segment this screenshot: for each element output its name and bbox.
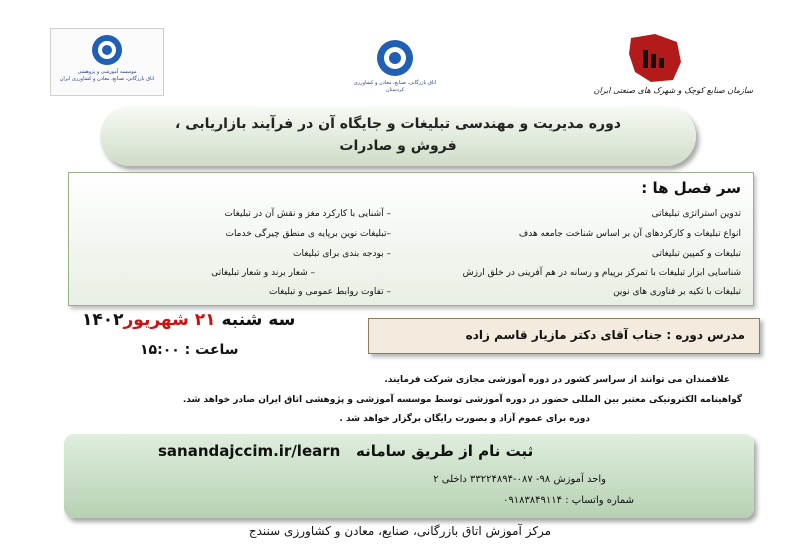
registration-box <box>64 434 754 518</box>
chamber-logo <box>340 38 450 98</box>
syllabus-item: – تفاوت روابط عمومی و تبلیغات <box>268 287 391 297</box>
training-phone: واحد آموزش ۹۸- ۰۸۷-۳۳۲۲۴۸۹۴ داخلی ۲ <box>433 474 606 485</box>
chamber-emblem-icon <box>366 38 424 78</box>
institute-logo <box>50 28 164 96</box>
instructor-label: مدرس دوره : جناب آقای دکتر مازیار قاسم زاده <box>465 328 745 342</box>
course-title-line-1: دوره مدیریت و مهندسی تبلیغات و جایگاه آن در فرآیند بازاریابی ، <box>175 116 621 132</box>
industries-logo <box>593 32 755 102</box>
instructor-box <box>368 318 760 354</box>
syllabus-item: – بودجه بندی برای تبلیغات <box>293 249 391 259</box>
chamber-logo-text: اتاق بازرگانی، صنایع، معادن و کشاورزی کردستان <box>353 80 437 93</box>
syllabus-item: تدوین استراتژی تبلیغاتی <box>651 209 741 219</box>
syllabus-item: – شعار برند و شعار تبلیغاتی <box>211 268 315 278</box>
syllabus-item: – آشنایی با کارکرد مغز و نقش آن در تبلیغات <box>224 209 391 219</box>
whatsapp-number: شماره واتساپ : ۰۹۱۸۳۸۴۹۱۱۴ <box>502 495 634 506</box>
industries-logo-text: سازمان صنایع کوچک و شهرک های صنعتی ایران <box>593 86 753 95</box>
syllabus-item: تبلیغات و کمپین تبلیغاتی <box>651 249 741 259</box>
syllabus-item: انواع تبلیغات و کارکردهای آن بر اساس شناخت جامعه هدف <box>518 229 741 239</box>
registration-url-link[interactable]: sanandajccim.ir/learn <box>158 442 341 460</box>
note-line: علاقمندان می توانند از سراسر کشور در دوره آموزشی مجازی شرکت فرمایند. <box>384 375 730 385</box>
note-line: دوره برای عموم آزاد و بصورت رایگان برگزار خواهد شد . <box>339 414 590 424</box>
registration-line <box>158 442 533 460</box>
syllabus-item: تبلیغات با تکیه بر فناوری های نوین <box>613 287 741 297</box>
date-weekday: سه شنبه <box>215 310 296 330</box>
iran-map-factory-icon <box>625 32 685 84</box>
course-time: ساعت : ۱۵:۰۰ <box>140 342 239 358</box>
course-title-banner <box>100 106 696 166</box>
syllabus-item: شناسایی ابزار تبلیغات با تمرکز برپیام و رسانه در هم آفرینی در خلق ارزش <box>462 268 741 278</box>
registration-label: ثبت نام از طریق سامانه <box>356 442 534 460</box>
date-year: ۱۴۰۲ <box>82 310 124 330</box>
syllabus-item: –تبلیغات نوین برپایه ی منطق چیرگی خدمات <box>225 229 391 239</box>
note-line: گواهینامه الکترونیکی معتبر بین المللی حضور در دوره آموزشی توسط موسسه آموزشی و پژوهشی اتاق ایران صادر خواهد شد. <box>182 395 742 405</box>
iccima-emblem-icon <box>86 33 128 67</box>
course-title-line-2: فروش و صادرات <box>339 138 457 154</box>
syllabus-heading: سر فصل ها : <box>641 179 741 197</box>
syllabus-panel <box>68 172 754 306</box>
footer-text: مرکز آموزش اتاق بازرگانی، صنایع، معادن و کشاورزی سنندج <box>248 524 552 538</box>
institute-logo-text: موسسه آموزشی و پژوهشی اتاق بازرگانی، صنایع، معادن و کشاورزی ایران <box>59 69 155 82</box>
date-day-month: ۲۱ شهریور <box>123 310 216 330</box>
course-date <box>82 310 295 330</box>
